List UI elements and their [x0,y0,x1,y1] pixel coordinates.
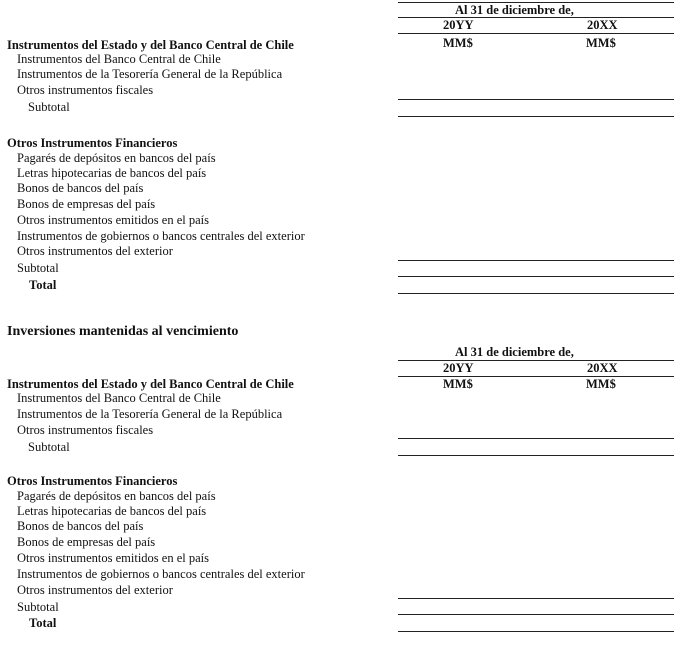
subtotal-rule-bottom [398,614,674,615]
group-b-title: Otros Instrumentos Financieros [7,474,178,488]
subtotal-rule [398,99,674,100]
header-mid-rule [398,360,674,361]
line-item: Bonos de empresas del país [17,197,156,211]
col1-unit: MM$ [443,377,473,391]
col1-year: 20YY [443,18,474,32]
line-item: Pagarés de depósitos en bancos del país [17,151,216,165]
date-header: Al 31 de diciembre de, [455,345,574,359]
subtotal-rule-bottom [398,455,674,456]
total-rule [398,631,674,632]
line-item: Bonos de bancos del país [17,181,144,195]
line-item: Instrumentos del Banco Central de Chile [17,52,221,66]
line-item: Letras hipotecarias de bancos del país [17,504,207,518]
subtotal-rule [398,260,674,261]
line-item: Instrumentos de la Tesorería General de la República [17,67,283,81]
subtotal-rule-bottom [398,116,674,117]
header-year-rule [398,376,674,377]
line-item: Otros instrumentos emitidos en el país [17,213,209,227]
line-item: Bonos de empresas del país [17,535,156,549]
col1-unit: MM$ [443,36,473,50]
subtotal-label: Subtotal [17,600,59,614]
subtotal-rule-bottom [398,276,674,277]
line-item: Otros instrumentos emitidos en el país [17,551,209,565]
line-item: Instrumentos de la Tesorería General de la República [17,407,283,421]
line-item: Bonos de bancos del país [17,519,144,533]
header-year-rule [398,33,674,34]
line-item: Otros instrumentos fiscales [17,423,154,437]
subtotal-label: Subtotal [28,100,70,114]
col2-year: 20XX [587,18,618,32]
col1-year: 20YY [443,361,474,375]
line-item: Otros instrumentos fiscales [17,83,154,97]
total-label: Total [29,616,57,630]
line-item: Instrumentos de gobiernos o bancos centrales del exterior [17,229,305,243]
total-label: Total [29,278,57,292]
col2-year: 20XX [587,361,618,375]
group-a-title: Instrumentos del Estado y del Banco Central de Chile [7,377,294,391]
group-a-title: Instrumentos del Estado y del Banco Central de Chile [7,38,294,52]
col2-unit: MM$ [586,36,616,50]
line-item: Letras hipotecarias de bancos del país [17,166,207,180]
total-rule [398,293,674,294]
date-header: Al 31 de diciembre de, [455,3,574,17]
group-b-title: Otros Instrumentos Financieros [7,136,178,150]
col2-unit: MM$ [586,377,616,391]
line-item: Otros instrumentos del exterior [17,244,173,258]
subtotal-rule [398,438,674,439]
line-item: Otros instrumentos del exterior [17,583,173,597]
line-item: Instrumentos de gobiernos o bancos centrales del exterior [17,567,305,581]
line-item: Instrumentos del Banco Central de Chile [17,391,221,405]
line-item: Pagarés de depósitos en bancos del país [17,489,216,503]
section-title: Inversiones mantenidas al vencimiento [7,324,239,339]
subtotal-label: Subtotal [17,261,59,275]
subtotal-rule [398,598,674,599]
subtotal-label: Subtotal [28,440,70,454]
header-mid-rule [398,17,674,18]
